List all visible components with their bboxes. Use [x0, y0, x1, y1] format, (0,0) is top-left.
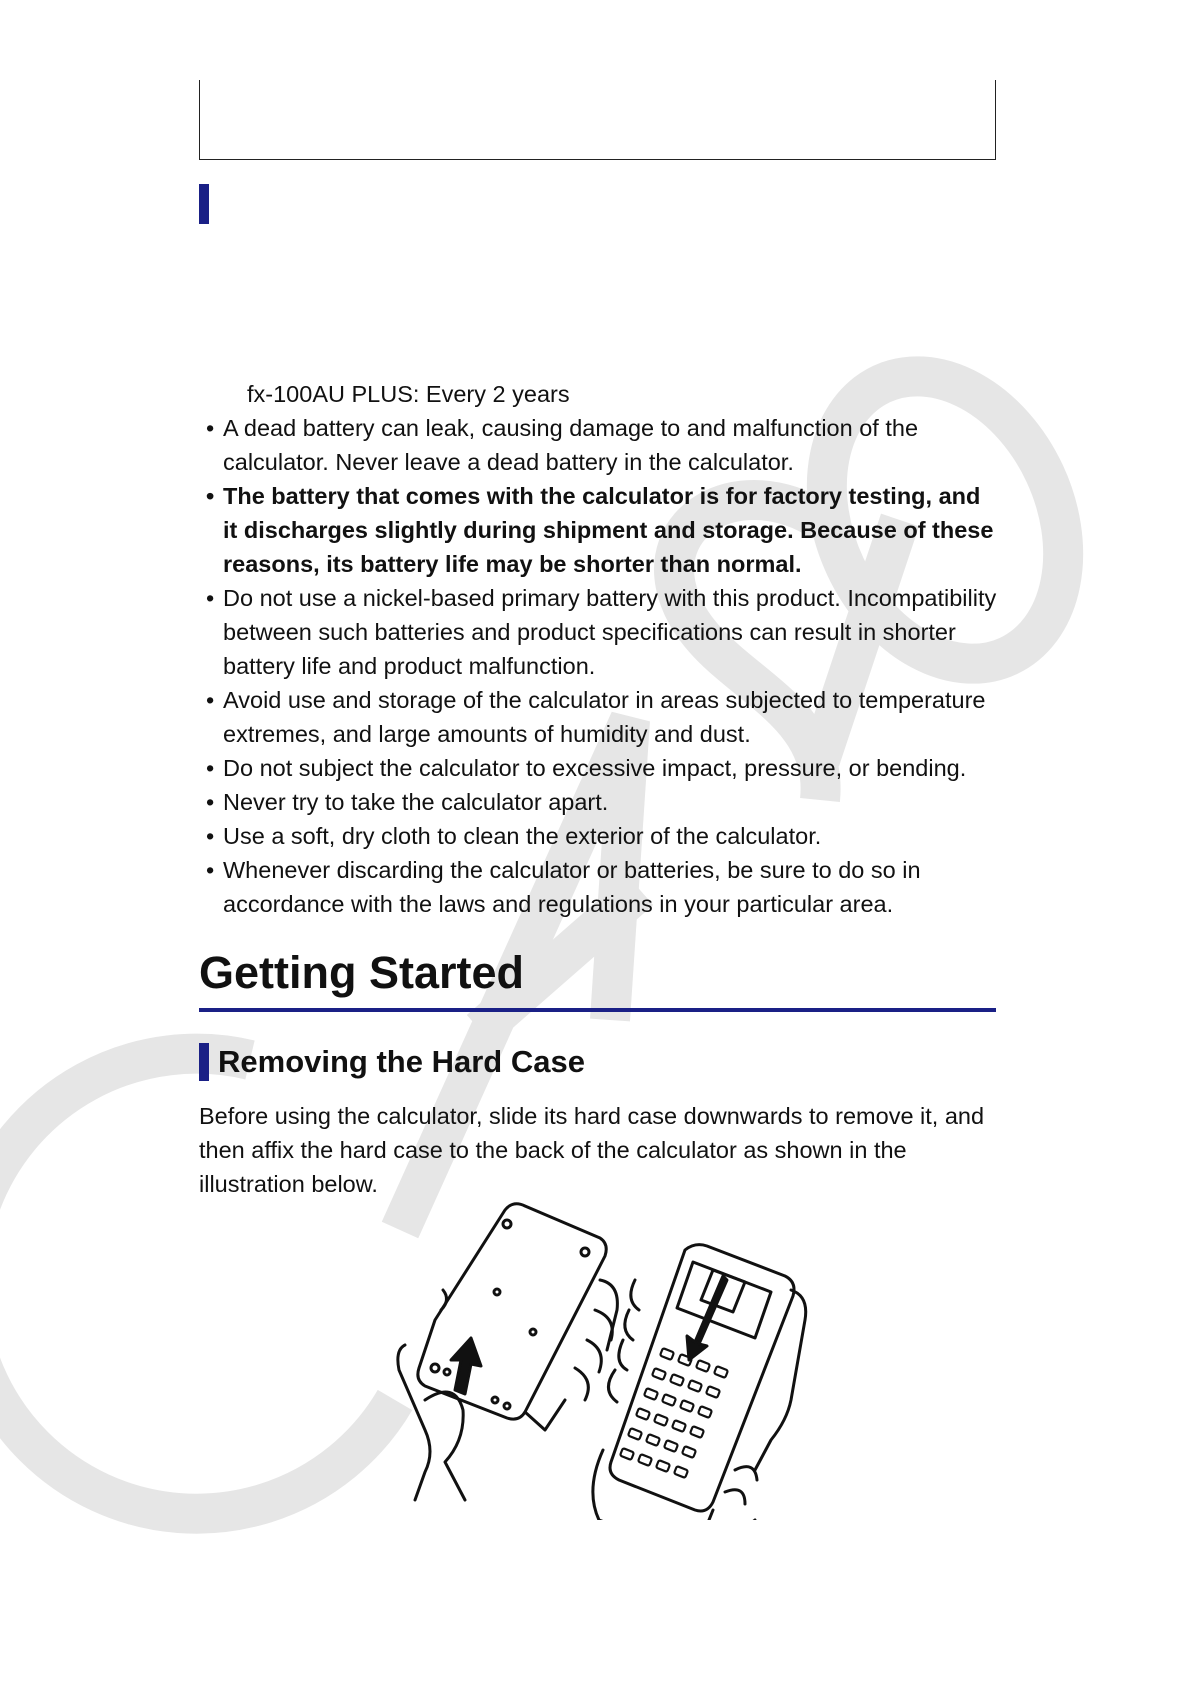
- list-item: • The battery that comes with the calculator is for factory testing, and it discharges slightly during shipment and storage. Because of these reasons, its battery life may be shorter than normal.: [199, 479, 999, 581]
- list-item: • Do not subject the calculator to excessive impact, pressure, or bending.: [199, 751, 999, 785]
- notes-list: [199, 411, 999, 921]
- battery-notes-section: [199, 377, 999, 921]
- right-calculator-front: [593, 1245, 806, 1520]
- battery-interval-text: fx-100AU PLUS: Every 2 years: [247, 381, 570, 407]
- list-item: • Do not use a nickel-based primary battery with this product. Incompatibility between such batteries and product specifications can result in shorter battery life and product malfunction.: [199, 581, 999, 683]
- intro-paragraph: Before using the calculator, slide its hard case downwards to remove it, and then affix the hard case to the back of the calculator as shown in the illustration below.: [199, 1103, 985, 1197]
- list-item: • Avoid use and storage of the calculator in areas subjected to temperature extremes, and large amounts of humidity and dust.: [199, 683, 999, 751]
- top-frame-box: [199, 80, 996, 160]
- section-marker-bar: [199, 184, 209, 224]
- list-item: • Whenever discarding the calculator or batteries, be sure to do so in accordance with the laws and regulations in your particular area.: [199, 853, 999, 921]
- left-calculator-back: [398, 1204, 618, 1500]
- hard-case-removal-illustration: [395, 1200, 815, 1520]
- section-title: Getting Started: [199, 947, 525, 998]
- list-item: • Use a soft, dry cloth to clean the exterior of the calculator.: [199, 819, 999, 853]
- section-title-rule: [199, 1008, 996, 1012]
- list-item: • A dead battery can leak, causing damage to and malfunction of the calculator. Never leave a dead battery in the calculator.: [199, 411, 999, 479]
- subsection-title: Removing the Hard Case: [218, 1044, 585, 1079]
- list-item: • Never try to take the calculator apart.: [199, 785, 999, 819]
- subsection-marker-bar: [199, 1043, 209, 1081]
